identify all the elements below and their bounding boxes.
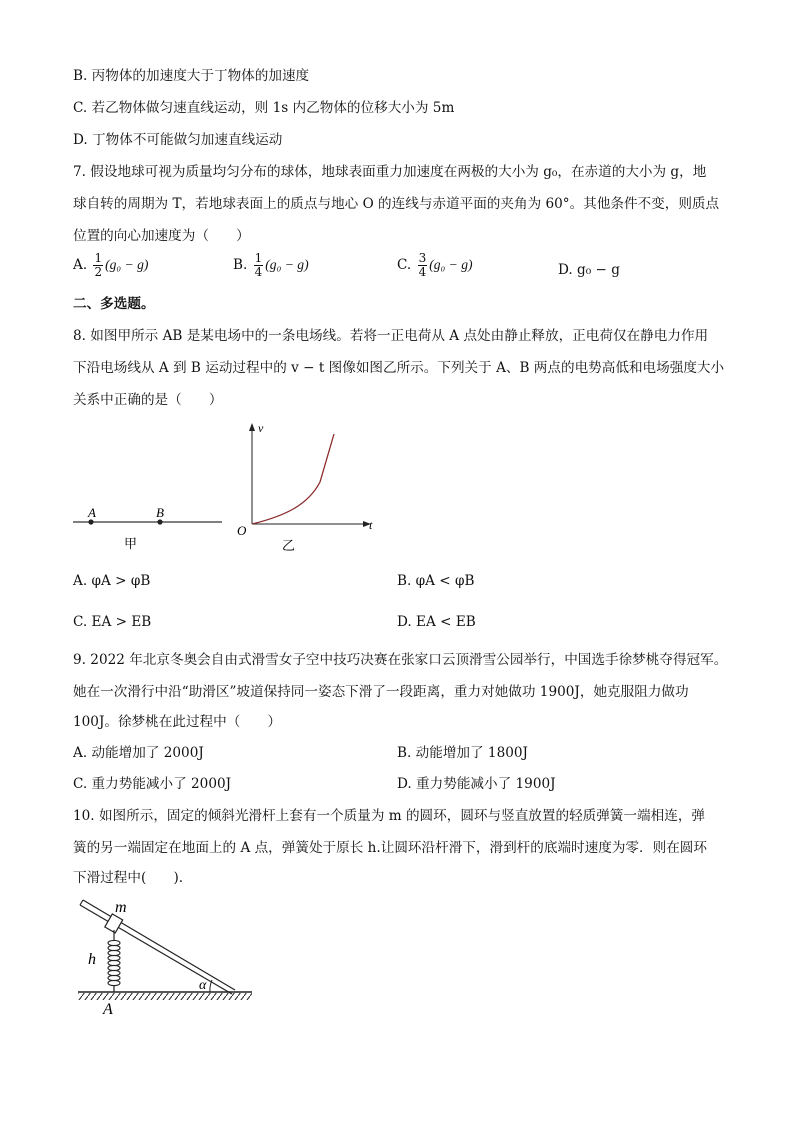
q9-option-c: C. 重力势能减小了 2000J <box>73 776 232 792</box>
height-label: h <box>88 951 96 968</box>
point-b-label: B <box>156 505 164 520</box>
q10-stem-line3: 下滑过程中( ). <box>73 870 184 886</box>
q8-option-a: A. φA > φB <box>73 573 151 589</box>
q7-option-a-fraction: $\frac{1}{2}$ <box>94 251 103 279</box>
q8-figure-field-line <box>70 500 230 560</box>
q6-option-d: D. 丁物体不可能做匀加速直线运动 <box>73 132 283 148</box>
point-a-label: A <box>103 1001 113 1018</box>
angle-label: α <box>199 978 207 993</box>
mass-label: m <box>115 899 127 916</box>
ground-hatching <box>78 993 252 1000</box>
q10-stem-line1: 10. 如图所示，固定的倾斜光滑杆上套有一个质量为 m 的圆环，圆环与竖直放置的轻质弹簧一端相连，弹 <box>73 808 705 824</box>
q7-option-b-fraction: $\frac{1}{4}$ <box>254 251 263 279</box>
q7-option-c <box>397 252 473 279</box>
v-axis-arrow <box>249 423 255 431</box>
section-header-multiple-choice: 二、多选题。 <box>73 296 155 312</box>
q8-stem-line3: 关系中正确的是（ ） <box>73 392 223 408</box>
q10-stem-line2: 簧的另一端固定在地面上的 A 点，弹簧处于原长 h.让圆环沿杆滑下，滑到杆的底端时速度为零．则在圆环 <box>73 840 707 856</box>
q8-stem-line2: 下沿电场线从 A 到 B 运动过程中的 v − t 图像如图乙所示。下列关于 A、B 两点的电势高低和电场强度大小 <box>73 360 725 376</box>
v-axis-label: v <box>258 421 264 435</box>
q7-stem-line1: 7. 假设地球可视为质量均匀分布的球体，地球表面重力加速度在两极的大小为 g₀，在赤道的大小为 g，地 <box>73 164 707 180</box>
q9-option-d: D. 重力势能减小了 1900J <box>397 776 556 792</box>
q9-option-a: A. 动能增加了 2000J <box>73 745 204 761</box>
rod-lower-edge <box>80 905 232 994</box>
q8-figure-vt-graph <box>230 420 380 560</box>
q8-option-d: D. EA < EB <box>397 614 476 630</box>
q7-option-a-expr: (g₀ − g) <box>105 257 149 272</box>
q6-option-c: C. 若乙物体做匀速直线运动，则 1s 内乙物体的位移大小为 5m <box>73 100 455 116</box>
point-b-dot <box>157 519 162 524</box>
q7-stem-line2: 球自转的周期为 T，若地球表面上的质点与地心 O 的连线与赤道平面的夹角为 60°。其他条件不变，则质点 <box>73 196 720 212</box>
rod-upper-edge <box>83 900 235 990</box>
vt-curve <box>252 434 334 524</box>
q8-stem-line1: 8. 如图甲所示 AB 是某电场中的一条电场线。若将一正电荷从 A 点处由静止释放，正电荷仅在静电力作用 <box>73 328 709 344</box>
q7-option-c-expr: (g₀ − g) <box>429 257 473 272</box>
spring <box>108 930 120 992</box>
q7-option-b-label: B. <box>233 257 248 273</box>
q8-option-b: B. φA < φB <box>397 573 475 589</box>
q9-stem-line1: 9. 2022 年北京冬奥会自由式滑雪女子空中技巧决赛在张家口云顶滑雪公园举行，中国选手徐梦桃夺得冠军。 <box>73 652 728 668</box>
figure-yi-caption: 乙 <box>282 538 296 553</box>
rod-end-cap <box>80 900 83 905</box>
q7-option-d: D. g₀ − g <box>558 262 620 278</box>
q7-option-b <box>233 252 309 279</box>
origin-label: O <box>237 523 247 538</box>
t-axis-label: t <box>369 518 373 532</box>
figure-jia-caption: 甲 <box>124 536 138 551</box>
q7-option-b-expr: (g₀ − g) <box>265 257 309 272</box>
q7-option-a <box>73 252 148 279</box>
q8-option-c: C. EA > EB <box>73 614 152 630</box>
q10-figure-rod-spring <box>70 892 270 1022</box>
q7-option-c-label: C. <box>397 257 412 273</box>
q6-option-b: B. 丙物体的加速度大于丁物体的加速度 <box>73 68 310 84</box>
q7-stem-line3: 位置的向心加速度为（ ） <box>73 228 250 244</box>
q9-option-b: B. 动能增加了 1800J <box>397 745 528 761</box>
point-a-label: A <box>88 505 96 520</box>
point-a-dot <box>88 519 93 524</box>
q9-stem-line2: 她在一次滑行中沿“助滑区”坡道保持同一姿态下滑了一段距离，重力对她做功 1900J，她克服阻力做功 <box>73 684 689 700</box>
q7-option-a-label: A. <box>73 257 88 273</box>
q7-option-c-fraction: $\frac{3}{4}$ <box>418 251 427 279</box>
q9-stem-line3: 100J。徐梦桃在此过程中（ ） <box>73 714 282 730</box>
